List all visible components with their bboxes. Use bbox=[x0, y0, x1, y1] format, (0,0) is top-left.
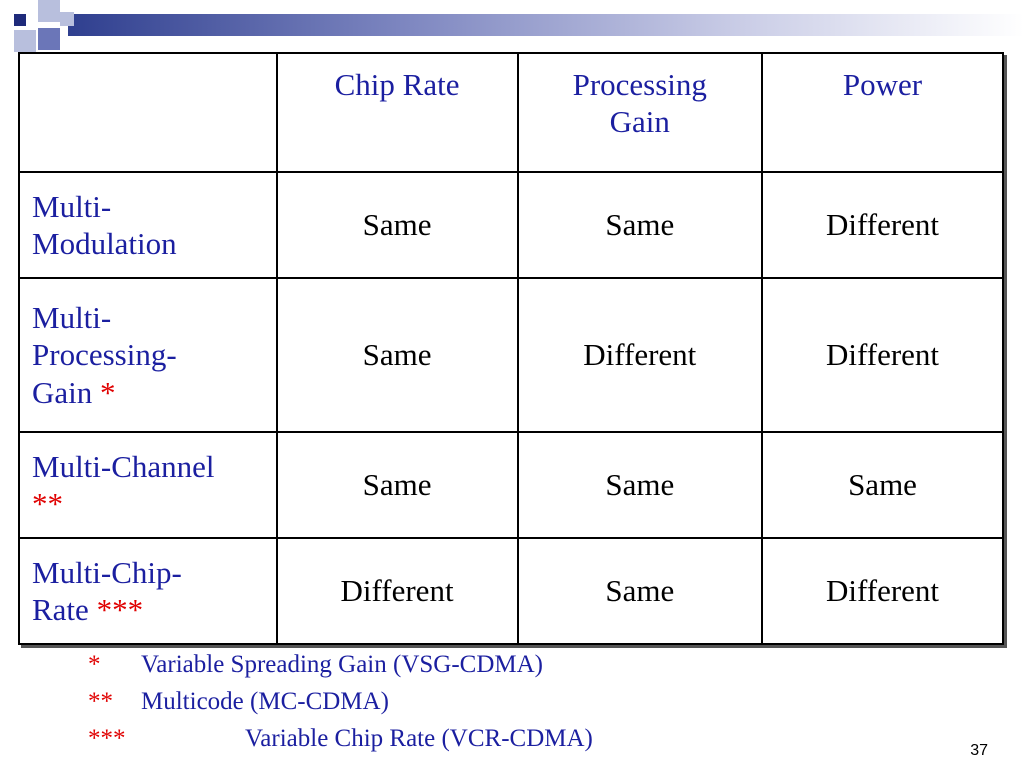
footnote-marker: * bbox=[100, 374, 116, 410]
header-cell-power: Power bbox=[762, 53, 1003, 172]
header-cell-processing-gain: Processing Gain bbox=[518, 53, 763, 172]
footnote-text: Multicode (MC-CDMA) bbox=[141, 688, 389, 715]
footnote-marker: *** bbox=[96, 592, 144, 627]
table-cell: Same bbox=[277, 278, 518, 432]
header-cell-empty bbox=[19, 53, 277, 172]
table-cell: Different bbox=[762, 172, 1003, 278]
table-cell: Same bbox=[518, 172, 763, 278]
decor-square bbox=[14, 30, 36, 52]
decor-square bbox=[14, 14, 26, 26]
row-label: Multi-Processing-Gain * bbox=[19, 278, 277, 432]
table-cell: Same bbox=[277, 432, 518, 538]
row-label: Multi-Chip-Rate *** bbox=[19, 538, 277, 644]
footnote-marker: *** bbox=[88, 725, 126, 752]
page-number: 37 bbox=[970, 742, 988, 759]
table-header-row bbox=[19, 53, 1003, 172]
table-cell: Different bbox=[518, 278, 763, 432]
table-cell: Same bbox=[518, 538, 763, 644]
table-cell: Different bbox=[762, 538, 1003, 644]
row-label: Multi-Modulation bbox=[19, 172, 277, 278]
table-row bbox=[19, 538, 1003, 644]
table-cell: Different bbox=[277, 538, 518, 644]
footnote-text: Variable Spreading Gain (VSG-CDMA) bbox=[141, 651, 544, 678]
table-cell: Same bbox=[762, 432, 1003, 538]
title-bar-decoration bbox=[68, 14, 1024, 36]
table-cell: Same bbox=[277, 172, 518, 278]
table-cell: Same bbox=[518, 432, 763, 538]
footnote-text: Variable Chip Rate (VCR-CDMA) bbox=[245, 725, 593, 752]
row-label: Multi-Channel ** bbox=[19, 432, 277, 538]
footnote-marker: ** bbox=[88, 688, 113, 715]
comparison-table bbox=[18, 52, 1004, 645]
table-cell: Different bbox=[762, 278, 1003, 432]
footnote-marker: * bbox=[88, 651, 101, 678]
decor-square bbox=[38, 28, 60, 50]
footnote-marker: ** bbox=[32, 486, 63, 521]
decor-square bbox=[60, 12, 74, 26]
table-row bbox=[19, 432, 1003, 538]
table-row bbox=[19, 172, 1003, 278]
header-cell-chip-rate: Chip Rate bbox=[277, 53, 518, 172]
table-row bbox=[19, 278, 1003, 432]
decor-square bbox=[38, 0, 60, 22]
